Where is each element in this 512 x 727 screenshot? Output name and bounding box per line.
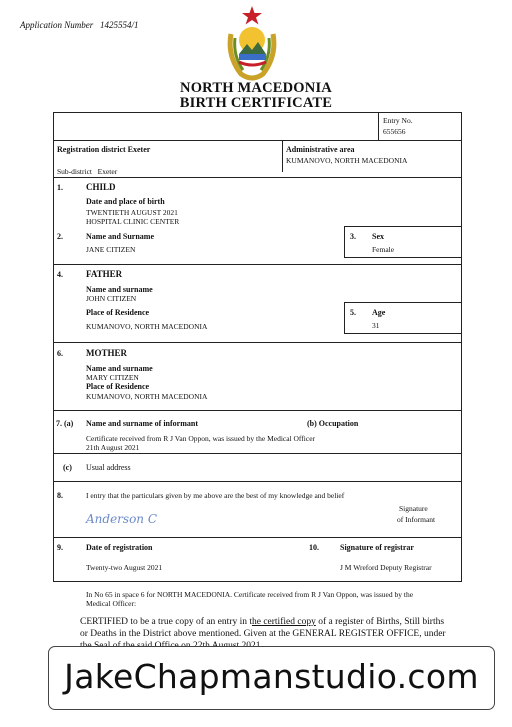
- sub-district: Sub-district Exeter: [57, 167, 118, 176]
- address-num: (c): [63, 463, 72, 472]
- registrar-label: Signature of registrar: [340, 543, 414, 552]
- informant-num: 7. (a): [56, 419, 74, 428]
- child-dob-value: TWENTIETH AUGUST 2021: [86, 208, 178, 217]
- mother-num: 6.: [57, 349, 63, 358]
- document-title: BIRTH CERTIFICATE: [179, 95, 333, 111]
- watermark-banner: JakeChapmanstudio.com: [48, 646, 495, 710]
- father-num: 4.: [57, 270, 63, 279]
- age-value: 31: [372, 321, 380, 330]
- entry-label: Entry No.: [383, 116, 413, 125]
- sex-value: Female: [372, 245, 395, 254]
- mother-heading: MOTHER: [86, 348, 128, 358]
- informant-note-1: Certificate received from R J Van Oppon, was issued by the Medical Officer: [86, 434, 316, 443]
- mother-residence-label: Place of Residence: [86, 382, 150, 391]
- sex-box: [344, 226, 462, 258]
- footer-note-2: Medical Officer:: [86, 599, 137, 608]
- registration-date-value: Twenty-two August 2021: [86, 563, 163, 572]
- child-num: 1.: [57, 183, 63, 192]
- registration-date-num: 9.: [57, 543, 63, 552]
- informant-label: Name and surname of informant: [86, 419, 198, 428]
- age-label: Age: [372, 308, 386, 317]
- child-heading: CHILD: [86, 182, 116, 192]
- child-place-value: HOSPITAL CLINIC CENTER: [86, 217, 180, 226]
- admin-area-value: KUMANOVO, NORTH MACEDONIA: [286, 156, 408, 165]
- registrar-value: J M Wreford Deputy Registrar: [340, 563, 432, 572]
- declaration-text: I entry that the particulars given by me above are the best of my knowledge and belief: [86, 491, 345, 500]
- child-dob-label: Date and place of birth: [86, 197, 165, 206]
- application-number: [20, 20, 139, 30]
- certification-line-2: or Deaths in the District above mentioned. Given at the GENERAL REGISTER OFFICE, under: [80, 629, 446, 639]
- child-name-num: 2.: [57, 232, 63, 241]
- address-label: Usual address: [86, 463, 131, 472]
- father-name-value: JOHN CITIZEN: [86, 294, 137, 303]
- national-emblem-icon: [221, 4, 283, 84]
- informant-note-2: 21th August 2021: [86, 443, 140, 452]
- certification-line-1: CERTIFIED to be a true copy of an entry in the certified copy of a register of Births, Still births: [80, 617, 445, 627]
- father-name-label: Name and surname: [86, 285, 153, 294]
- age-num: 5.: [350, 308, 356, 317]
- father-residence-label: Place of Residence: [86, 308, 150, 317]
- footer-note-1: In No 65 in space 6 for NORTH MACEDONIA. Certificate received from R J Van Oppon, was issued by the: [86, 590, 414, 599]
- country-title: NORTH MACEDONIA: [180, 80, 332, 96]
- registrar-num: 10.: [309, 543, 319, 552]
- father-heading: FATHER: [86, 269, 123, 279]
- father-residence-value: KUMANOVO, NORTH MACEDONIA: [86, 322, 208, 331]
- sex-label: Sex: [372, 232, 384, 241]
- registration-district: Registration district Exeter: [57, 145, 151, 154]
- mother-name-label: Name and surname: [86, 364, 153, 373]
- registration-date-label: Date of registration: [86, 543, 153, 552]
- occupation-label: (b) Occupation: [307, 419, 359, 428]
- admin-area-label: Administrative area: [286, 145, 355, 154]
- sex-num: 3.: [350, 232, 356, 241]
- signature-label-2: of Informant: [397, 515, 436, 524]
- child-name-label: Name and Surname: [86, 232, 155, 241]
- application-number-value: 1425554/1: [100, 20, 139, 30]
- application-number-label: Application Number: [20, 20, 94, 30]
- informant-signature: Anderson C: [86, 512, 158, 526]
- entry-value: 655656: [383, 127, 406, 136]
- mother-name-value: MARY CITIZEN: [86, 373, 139, 382]
- declaration-num: 8.: [57, 491, 63, 500]
- age-box: [344, 302, 462, 334]
- signature-label-1: Signature: [399, 504, 428, 513]
- mother-residence-value: KUMANOVO, NORTH MACEDONIA: [86, 392, 208, 401]
- child-name-value: JANE CITIZEN: [86, 245, 136, 254]
